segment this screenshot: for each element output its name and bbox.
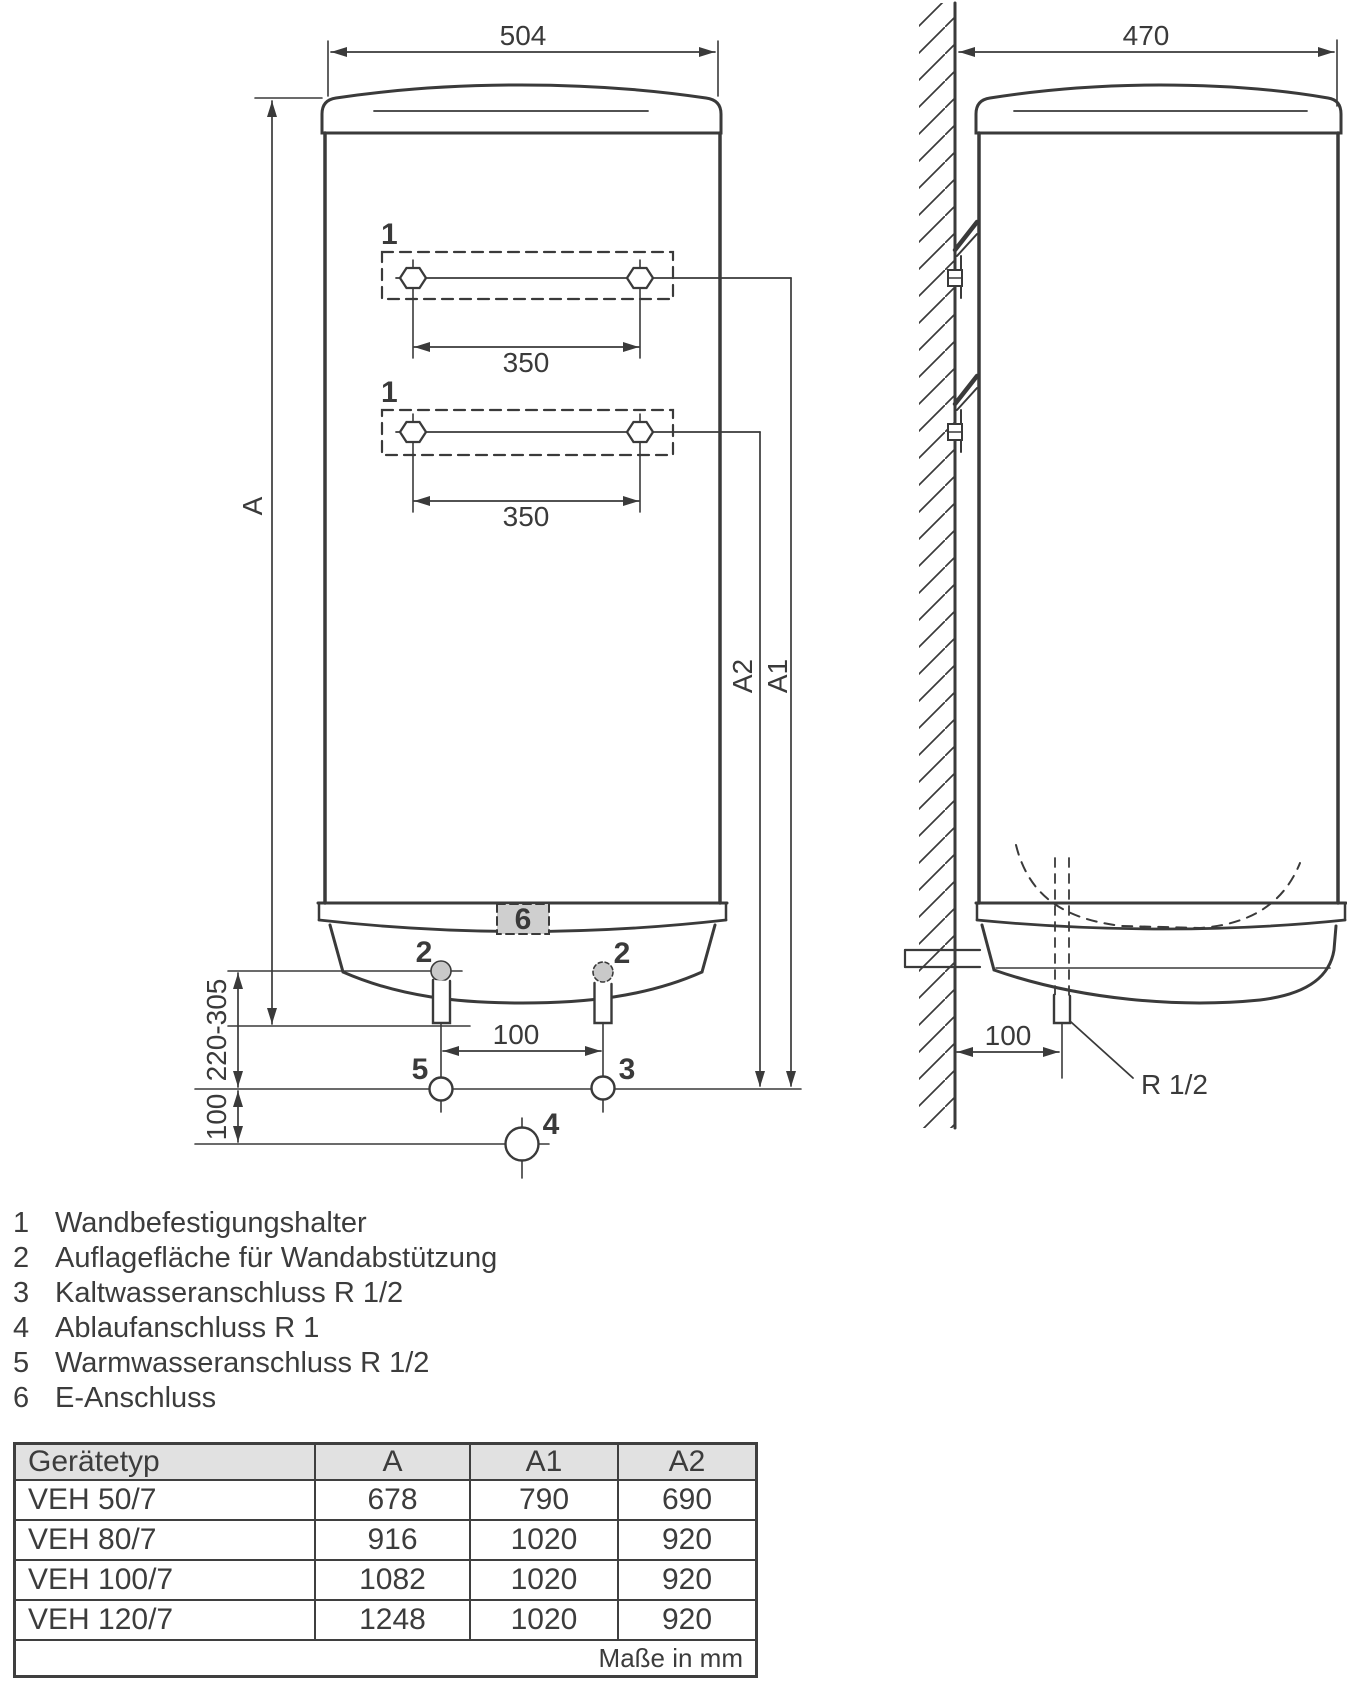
- column-header-a: A: [315, 1444, 470, 1481]
- warm-water-connection: [430, 1078, 453, 1101]
- inner-tank-bottom-dashed: [1016, 845, 1300, 928]
- table-cell: 690: [618, 1480, 757, 1520]
- table-cell: 1082: [315, 1560, 470, 1600]
- dim-a-height: [228, 98, 470, 1026]
- thread-callout: [1071, 1022, 1208, 1100]
- dim-a1: [762, 278, 796, 1087]
- table-cell: VEH 80/7: [15, 1520, 316, 1560]
- legend-item-warm-water: [13, 1346, 497, 1381]
- svg-text:504: 504: [499, 20, 547, 51]
- side-view: [905, 3, 1346, 1128]
- svg-text:100: 100: [492, 1019, 540, 1050]
- legend-label: Auflagefläche für Wandabstützung: [55, 1242, 498, 1274]
- callout-support-right: 2: [613, 937, 631, 970]
- callout-drain: 4: [542, 1108, 560, 1141]
- column-header-geraetetyp: Gerätetyp: [15, 1444, 316, 1481]
- bolt-hex-icon: [400, 422, 426, 442]
- column-header-a2: A2: [618, 1444, 757, 1481]
- warm-water-pipe: [433, 980, 450, 1023]
- table-footer-row: [15, 1640, 757, 1677]
- svg-text:100: 100: [984, 1020, 1032, 1051]
- wall-bracket-row-1: [381, 218, 791, 358]
- table-cell: 678: [315, 1480, 470, 1520]
- table-row: [15, 1560, 757, 1600]
- callout-support-left: 2: [415, 936, 433, 969]
- table-cell: 1020: [470, 1560, 618, 1600]
- legend-item-electrical: [13, 1381, 497, 1416]
- wall-bracket-row-2: [381, 376, 760, 512]
- legend-label: E-Anschluss: [55, 1382, 217, 1414]
- front-view: [195, 20, 801, 1178]
- drain-connection: [506, 1128, 539, 1161]
- dim-350-row1: [414, 342, 639, 378]
- table-row: [15, 1480, 757, 1520]
- svg-text:A2: A2: [727, 658, 758, 694]
- callout-electrical: 6: [514, 903, 532, 936]
- support-surface-left: [431, 961, 451, 981]
- svg-text:350: 350: [502, 501, 550, 532]
- legend-item-drain: [13, 1311, 497, 1346]
- svg-text:350: 350: [502, 347, 550, 378]
- legend-label: Warmwasseranschluss R 1/2: [55, 1347, 430, 1379]
- bolt-hex-icon: [627, 422, 653, 442]
- dim-350-row2: [414, 496, 639, 532]
- table-cell: VEH 100/7: [15, 1560, 316, 1600]
- bolt-hex-icon: [400, 268, 426, 288]
- table-row: [15, 1520, 757, 1560]
- legend-label: Ablaufanschluss R 1: [55, 1312, 320, 1344]
- dim-220-305: [201, 973, 243, 1087]
- front-tank-lid: [322, 85, 721, 133]
- legend-number: 1: [13, 1207, 30, 1239]
- side-skirt: [982, 925, 1336, 1003]
- legend-number: 3: [13, 1277, 30, 1309]
- table-cell: 1020: [470, 1600, 618, 1640]
- callout-warm-water: 5: [411, 1053, 429, 1086]
- svg-text:A1: A1: [762, 658, 793, 694]
- dim-100-drain-offset: [201, 1091, 243, 1142]
- cold-water-connection: [592, 1077, 615, 1100]
- table-cell: 790: [470, 1480, 618, 1520]
- front-skirt: [330, 925, 715, 1003]
- table-row: [15, 1600, 757, 1640]
- svg-text:470: 470: [1122, 20, 1170, 51]
- side-pipe: [1054, 995, 1070, 1023]
- table-cell: 920: [618, 1560, 757, 1600]
- support-surface-right: [593, 962, 613, 982]
- bolt-hex-icon: [627, 268, 653, 288]
- table-cell: VEH 120/7: [15, 1600, 316, 1640]
- table-cell: 916: [315, 1520, 470, 1560]
- dim-100-wall-clearance: [957, 1020, 1059, 1057]
- cold-water-pipe: [595, 983, 612, 1023]
- table-cell: VEH 50/7: [15, 1480, 316, 1520]
- table-cell: 920: [618, 1520, 757, 1560]
- callout-cold-water: 3: [618, 1053, 636, 1086]
- legend-number: 2: [13, 1242, 30, 1274]
- svg-text:220-305: 220-305: [201, 978, 232, 1082]
- callout-wall-bracket: 1: [381, 218, 398, 251]
- svg-text:R 1/2: R 1/2: [1141, 1069, 1208, 1100]
- wall-hatching: [919, 3, 955, 1128]
- svg-text:A: A: [237, 496, 268, 516]
- legend: [13, 1206, 497, 1416]
- legend-number: 6: [13, 1382, 30, 1414]
- legend-item-support-surface: [13, 1241, 497, 1276]
- table-header-row: [15, 1444, 757, 1481]
- table-units-note: Maße in mm: [15, 1640, 757, 1677]
- table-cell: 1020: [470, 1520, 618, 1560]
- dim-100-pipe-spacing: [443, 1019, 601, 1056]
- table-cell: 1248: [315, 1600, 470, 1640]
- dim-a2: [727, 432, 765, 1087]
- legend-label: Kaltwasseranschluss R 1/2: [55, 1277, 404, 1309]
- device-dimensions-table: [13, 1442, 758, 1678]
- legend-item-wall-bracket: [13, 1206, 497, 1241]
- side-tank-lid: [976, 85, 1341, 133]
- svg-text:100: 100: [201, 1093, 232, 1141]
- legend-number: 5: [13, 1347, 30, 1379]
- callout-wall-bracket: 1: [381, 376, 398, 409]
- column-header-a1: A1: [470, 1444, 618, 1481]
- legend-item-cold-water: [13, 1276, 497, 1311]
- table-cell: 920: [618, 1600, 757, 1640]
- legend-number: 4: [13, 1312, 30, 1344]
- legend-label: Wandbefestigungshalter: [55, 1207, 367, 1239]
